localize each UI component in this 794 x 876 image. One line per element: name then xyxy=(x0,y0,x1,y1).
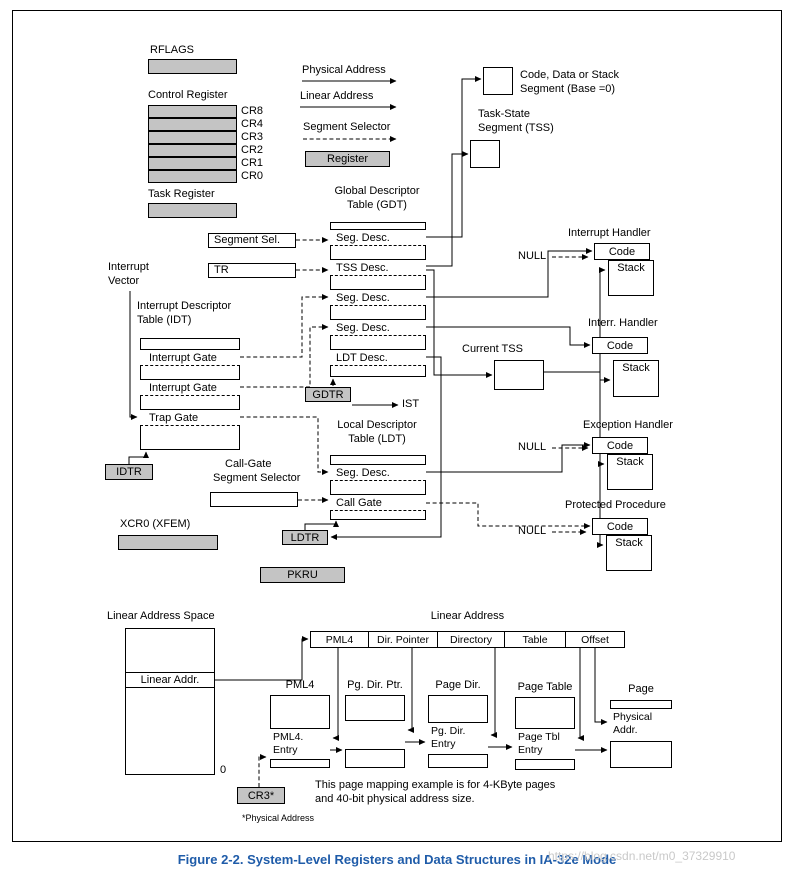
interr-handler-stack-box: Stack xyxy=(613,360,659,397)
current-tss-box xyxy=(494,360,544,390)
ldt-row-seg-desc: Seg. Desc. xyxy=(330,464,426,481)
gdt-title-2: Table (GDT) xyxy=(347,199,407,211)
cr3-pointer-box: CR3* xyxy=(237,787,285,804)
interrupt-handler-code-box: Code xyxy=(594,243,650,260)
linear-addr-cell: Linear Addr. xyxy=(125,672,215,688)
cr3-box-reg xyxy=(148,131,237,144)
interrupt-handler-label: Interrupt Handler xyxy=(568,227,651,239)
idt-row-interrupt-gate-1: Interrupt Gate xyxy=(140,349,240,366)
cr0-label: CR0 xyxy=(241,170,264,182)
pml4-table-label: PML4 xyxy=(285,679,315,691)
task-register-box xyxy=(148,203,237,218)
gdt-row-seg-desc-1: Seg. Desc. xyxy=(330,229,426,246)
exception-handler-stack-box: Stack xyxy=(607,454,653,490)
page-dir-entry-cell xyxy=(428,722,488,755)
zero-label: 0 xyxy=(220,764,227,776)
current-tss-label: Current TSS xyxy=(462,343,523,355)
physical-addr-line-1: Physical xyxy=(613,711,653,723)
idtr-box: IDTR xyxy=(105,464,153,480)
code-data-stack-segment-box xyxy=(483,67,513,95)
linear-address-field-row xyxy=(310,631,625,648)
interrupt-vector-label-2: Vector xyxy=(108,275,140,287)
gdt-title-1: Global Descriptor xyxy=(334,185,420,197)
interrupt-vector-label-1: Interrupt xyxy=(108,261,149,273)
tss-segment-box xyxy=(470,140,500,168)
pml4-entry-cell xyxy=(270,728,330,760)
physical-addr-cell xyxy=(610,708,672,742)
ist-label: IST xyxy=(402,398,420,410)
cr8-label: CR8 xyxy=(241,105,264,117)
protected-procedure-code-box: Code xyxy=(592,518,648,535)
field-dir-pointer: Dir. Pointer xyxy=(368,632,437,647)
interrupt-handler-stack-box: Stack xyxy=(608,260,654,296)
page-table-label: Page Table xyxy=(517,681,573,693)
legend-physical-address: Physical Address xyxy=(302,64,386,76)
rflags-box xyxy=(148,59,237,74)
protected-procedure-label: Protected Procedure xyxy=(565,499,666,511)
physical-addr-line-2: Addr. xyxy=(613,724,638,736)
code-data-stack-label-1: Code, Data or Stack xyxy=(520,69,620,81)
legend-linear-address: Linear Address xyxy=(300,90,374,102)
interr-handler-label: Interr. Handler xyxy=(588,317,658,329)
figure-caption: Figure 2-2. System-Level Registers and Data Structures in IA-32e Mode xyxy=(177,852,617,867)
idt-row-interrupt-gate-2: Interrupt Gate xyxy=(140,379,240,396)
page-dir-entry-line-1: Pg. Dir. xyxy=(431,725,466,737)
page-mapping-note-2: and 40-bit physical address size. xyxy=(315,793,475,805)
gdt-row-ldt-desc: LDT Desc. xyxy=(330,349,426,366)
tr-box: TR xyxy=(208,263,296,278)
cr4-box xyxy=(148,118,237,131)
cr3-label: CR3 xyxy=(241,131,264,143)
field-pml4: PML4 xyxy=(325,633,354,646)
cr3-footnote: *Physical Address xyxy=(242,813,315,823)
idt-title-1: Interrupt Descriptor xyxy=(137,300,232,312)
call-gate-selector-box xyxy=(210,492,298,507)
cr1-box xyxy=(148,157,237,170)
page-dir-entry-line-2: Entry xyxy=(431,738,456,750)
watermark-text: https://blog.csdn.net/m0_37329910 xyxy=(548,849,736,863)
xcr0-label: XCR0 (XFEM) xyxy=(120,518,191,530)
cr2-box xyxy=(148,144,237,157)
pg-dir-ptr-table-label: Pg. Dir. Ptr. xyxy=(347,679,403,691)
cr8-box xyxy=(148,105,237,118)
linear-address-space-box xyxy=(125,628,215,775)
gdt-row-seg-desc-2: Seg. Desc. xyxy=(330,289,426,306)
pkru-box: PKRU xyxy=(260,567,345,583)
task-register-label: Task Register xyxy=(148,188,215,200)
ldt-title-2: Table (LDT) xyxy=(348,433,406,445)
interr-handler-code-box: Code xyxy=(592,337,648,354)
gdt-row-tss-desc: TSS Desc. xyxy=(330,259,426,276)
page-dir-table-label: Page Dir. xyxy=(435,679,481,691)
xcr0-box xyxy=(118,535,218,550)
legend-segment-selector: Segment Selector xyxy=(303,121,391,133)
call-gate-label-1: Call-Gate xyxy=(225,458,272,470)
cr2-label: CR2 xyxy=(241,144,264,156)
page-mapping-note-1: This page mapping example is for 4-KByte pages xyxy=(315,779,556,791)
ldt-row-call-gate: Call Gate xyxy=(330,494,426,511)
protected-procedure-stack-box: Stack xyxy=(606,535,652,571)
idt-title-2: Table (IDT) xyxy=(137,314,192,326)
tss-label-2: Segment (TSS) xyxy=(478,122,554,134)
tss-label-1: Task-State xyxy=(478,108,530,120)
field-offset: Offset xyxy=(565,632,624,647)
null-label-3: NULL xyxy=(518,525,547,537)
ldt-title-1: Local Descriptor xyxy=(337,419,417,431)
field-directory: Directory xyxy=(437,632,504,647)
field-table: Table xyxy=(504,632,565,647)
exception-handler-code-box: Code xyxy=(592,437,648,454)
pml4-entry-line-1: PML4. xyxy=(273,731,304,743)
null-label-2: NULL xyxy=(518,441,547,453)
cr4-label: CR4 xyxy=(241,118,264,130)
page-box-label: Page xyxy=(628,683,654,695)
exception-handler-label: Exception Handler xyxy=(583,419,673,431)
control-register-label: Control Register xyxy=(148,89,228,101)
pml4-entry-line-2: Entry xyxy=(273,744,298,756)
page-table-entry-line-2: Entry xyxy=(518,744,543,756)
segment-sel-box: Segment Sel. xyxy=(208,233,296,248)
linear-address-space-label: Linear Address Space xyxy=(107,610,215,622)
call-gate-label-2: Segment Selector xyxy=(213,472,301,484)
rflags-label: RFLAGS xyxy=(150,44,195,56)
legend-register-box: Register xyxy=(305,151,390,167)
page-table-entry-cell xyxy=(515,728,575,760)
gdtr-box: GDTR xyxy=(305,387,351,402)
pg-dir-ptr-entry-cell xyxy=(345,720,405,750)
page-table-entry-line-1: Page Tbl xyxy=(518,731,560,743)
ldtr-box: LDTR xyxy=(282,530,328,545)
idt-row-trap-gate: Trap Gate xyxy=(140,409,240,426)
null-label-1: NULL xyxy=(518,250,547,262)
cr1-label: CR1 xyxy=(241,157,264,169)
code-data-stack-label-2: Segment (Base =0) xyxy=(520,83,616,95)
gdt-row-seg-desc-3: Seg. Desc. xyxy=(330,319,426,336)
linear-address-label: Linear Address xyxy=(430,610,505,622)
cr0-box xyxy=(148,170,237,183)
